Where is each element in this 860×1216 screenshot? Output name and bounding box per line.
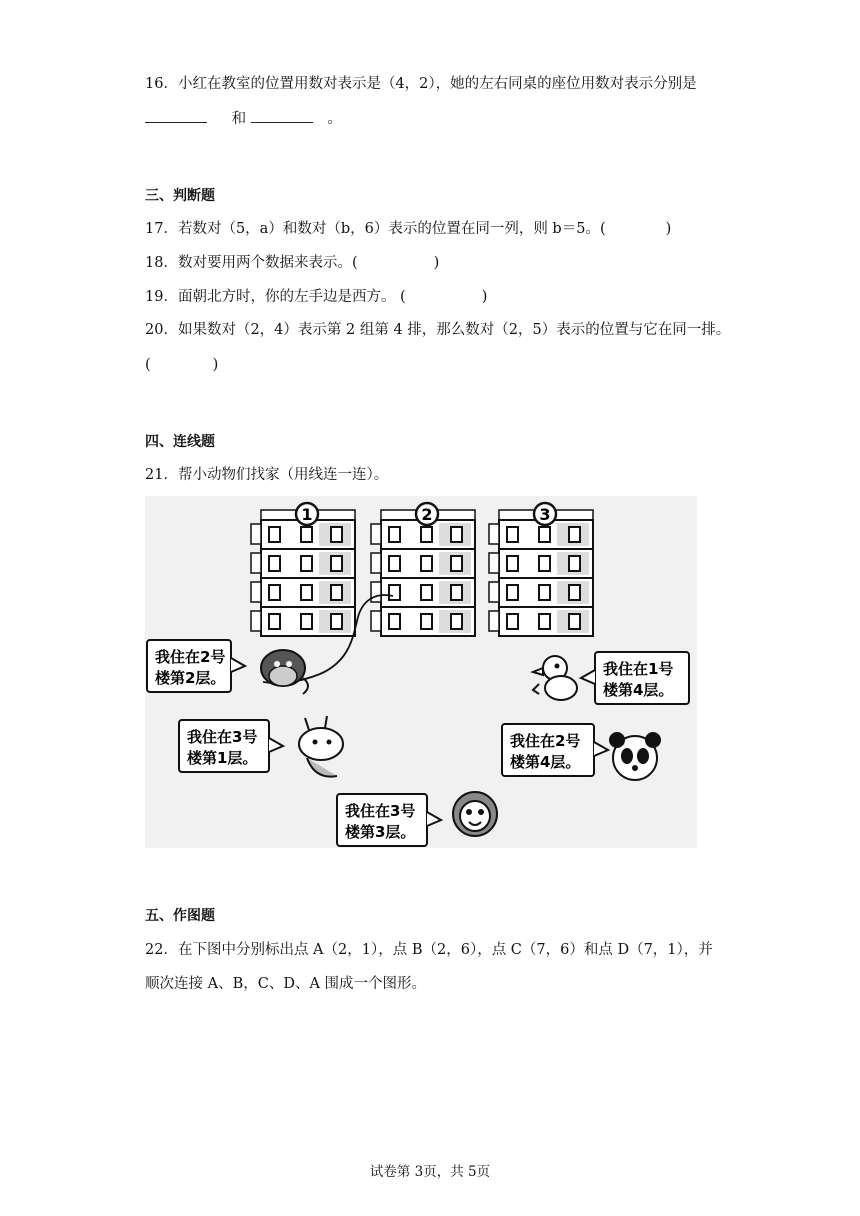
speech-bubble [147, 640, 245, 692]
bubble-line-1: 我住在3号 [345, 802, 416, 820]
close-paren: ) [433, 255, 440, 271]
window [507, 585, 518, 600]
window [331, 556, 342, 571]
close-paren: ) [665, 221, 672, 237]
window [301, 527, 312, 542]
bubble-line-2: 楼第1层。 [187, 749, 258, 767]
window [389, 556, 400, 571]
speech-bubble [179, 720, 283, 772]
window [539, 585, 550, 600]
window [421, 527, 432, 542]
find-home-figure [145, 496, 697, 848]
window [507, 527, 518, 542]
question-19 [145, 287, 487, 307]
window [569, 585, 580, 600]
balcony [371, 582, 381, 602]
balcony [489, 524, 499, 544]
bubble-line-2: 楼第3层。 [345, 823, 416, 841]
section-title-judgement: 三、判断题 [145, 188, 215, 204]
balcony [251, 553, 261, 573]
window [539, 527, 550, 542]
balcony [251, 582, 261, 602]
speech-bubble [502, 724, 608, 776]
section-title-drawing: 五、作图题 [145, 908, 215, 924]
window [269, 527, 280, 542]
speech-bubble [337, 794, 441, 846]
question-20 [145, 320, 730, 340]
page-footer: 试卷第 3页，共 5页 [369, 1164, 491, 1180]
window [451, 614, 462, 629]
speech-bubble [581, 652, 689, 704]
balcony [489, 582, 499, 602]
close-paren: ) [212, 357, 219, 373]
question-16-text: 16．小红在教室的位置用数对表示是（4，2），她的左右同桌的座位用数对表示分别是 [145, 76, 697, 92]
question-19-text: 19．面朝北方时，你的左手边是西方。 ( [145, 289, 406, 305]
balcony [251, 524, 261, 544]
question-17-text: 17．若数对（5，a）和数对（b，6）表示的位置在同一列，则 b＝5。( [145, 221, 606, 237]
window [331, 585, 342, 600]
building-2 [371, 503, 475, 636]
window [389, 614, 400, 629]
question-20-text: 20．如果数对（2，4）表示第 2 组第 4 排，那么数对（2，5）表示的位置与它在同一排。 [145, 322, 731, 338]
answer-blank-1[interactable] [145, 108, 207, 123]
window [569, 556, 580, 571]
building-3 [489, 503, 593, 636]
window [331, 527, 342, 542]
balcony [371, 524, 381, 544]
window [569, 614, 580, 629]
window [389, 585, 400, 600]
window [507, 614, 518, 629]
question-17 [145, 219, 671, 239]
window [269, 556, 280, 571]
window [421, 585, 432, 600]
open-paren: ( [145, 357, 151, 373]
bubble-line-1: 我住在2号 [155, 648, 226, 666]
window [421, 556, 432, 571]
window [269, 614, 280, 629]
and-label: 和 [231, 111, 247, 127]
building-number: 2 [421, 505, 433, 524]
question-16-answers [145, 108, 342, 129]
answer-blank-2[interactable] [251, 108, 313, 123]
question-22-line1: 22．在下图中分别标出点 A（2，1），点 B（2，6），点 C（7，6）和点 D（7，1），并 [145, 942, 713, 958]
bubble-line-2: 楼第2层。 [155, 669, 226, 687]
close-paren: ) [481, 289, 488, 305]
bubble-line-2: 楼第4层。 [510, 753, 581, 771]
window [421, 614, 432, 629]
lion-icon [453, 792, 497, 836]
bubble-line-2: 楼第4层。 [603, 681, 674, 699]
question-21: 21．帮小动物们找家（用线连一连）。 [145, 467, 389, 483]
window [269, 585, 280, 600]
window [301, 585, 312, 600]
balcony [371, 553, 381, 573]
balcony [489, 553, 499, 573]
window [301, 614, 312, 629]
building-1 [251, 503, 355, 636]
building-number: 3 [539, 505, 551, 524]
balcony [251, 611, 261, 631]
window [451, 585, 462, 600]
window [539, 556, 550, 571]
section-title-matching: 四、连线题 [145, 434, 215, 450]
window [331, 614, 342, 629]
balcony [371, 611, 381, 631]
window [451, 556, 462, 571]
balcony [489, 611, 499, 631]
window [389, 527, 400, 542]
window [507, 556, 518, 571]
question-22-line2: 顺次连接 A、B，C、D、A 围成一个图形。 [145, 976, 427, 992]
bubble-line-1: 我住在2号 [510, 732, 581, 750]
window [569, 527, 580, 542]
bubble-line-1: 我住在1号 [603, 660, 674, 678]
period: 。 [327, 111, 342, 127]
question-18 [145, 253, 439, 273]
building-number: 1 [301, 505, 313, 524]
window [301, 556, 312, 571]
buildings-group [251, 503, 593, 636]
question-20-answer [145, 355, 218, 375]
question-16 [145, 74, 697, 94]
bubble-line-1: 我住在3号 [187, 728, 258, 746]
question-18-text: 18．数对要用两个数据来表示。( [145, 255, 358, 271]
window [451, 527, 462, 542]
window [539, 614, 550, 629]
